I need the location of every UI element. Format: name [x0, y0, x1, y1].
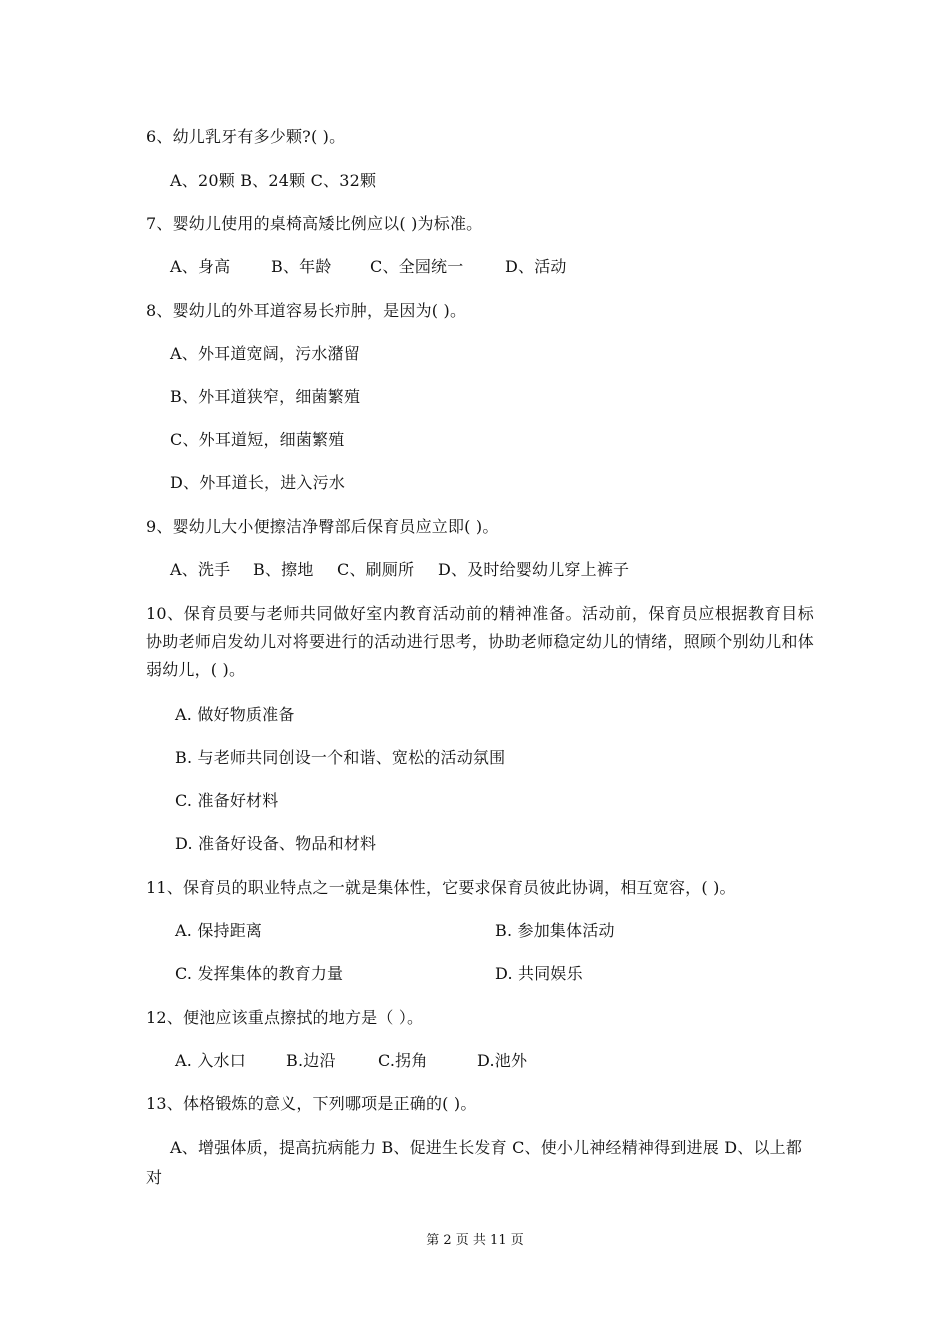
question-11-option-b: B. 参加集体活动 [495, 921, 615, 940]
question-7-option-b: B、年龄 [271, 257, 332, 276]
question-13-stem: 13、体格锻炼的意义，下列哪项是正确的( )。 [146, 1094, 477, 1113]
question-8-option-d: D、外耳道长，进入污水 [170, 473, 346, 492]
question-11-option-d: D. 共同娱乐 [495, 964, 583, 983]
question-12-option-c: C.拐角 [378, 1051, 428, 1070]
question-6-stem: 6、幼儿乳牙有多少颗?( )。 [146, 127, 346, 146]
question-13-options: A、增强体质，提高抗病能力 B、促进生长发育 C、使小儿神经精神得到进展 D、以上都对 [146, 1138, 803, 1187]
question-12-option-b: B.边沿 [286, 1051, 336, 1070]
question-11-option-c: C. 发挥集体的教育力量 [175, 964, 344, 983]
question-8-option-c: C、外耳道短，细菌繁殖 [170, 430, 345, 449]
question-6-options: A、20颗 B、24颗 C、32颗 [170, 171, 377, 190]
question-11-stem: 11、保育员的职业特点之一就是集体性，它要求保育员彼此协调，相互宽容，( )。 [146, 878, 736, 897]
question-11-option-a: A. 保持距离 [175, 921, 263, 940]
question-7-option-d: D、活动 [505, 257, 567, 276]
question-9-option-a: A、洗手 [170, 560, 231, 579]
question-8-option-b: B、外耳道狭窄，细菌繁殖 [170, 387, 361, 406]
question-7-stem: 7、婴幼儿使用的桌椅高矮比例应以( )为标准。 [146, 214, 483, 233]
question-10-option-c: C. 准备好材料 [175, 791, 279, 810]
question-10-option-d: D. 准备好设备、物品和材料 [175, 834, 377, 853]
question-10-option-b: B. 与老师共同创设一个和谐、宽松的活动氛围 [175, 748, 506, 767]
question-10-option-a: A. 做好物质准备 [175, 705, 295, 724]
question-12-option-a: A. 入水口 [175, 1051, 246, 1070]
question-9-option-d: D、及时给婴幼儿穿上裤子 [438, 560, 630, 579]
question-9-stem: 9、婴幼儿大小便擦洁净臀部后保育员应立即( )。 [146, 517, 499, 536]
page-footer: 第 2 页 共 11 页 [426, 1233, 524, 1248]
question-12-stem: 12、便池应该重点擦拭的地方是（ ）。 [146, 1008, 424, 1027]
question-7-option-c: C、全园统一 [370, 257, 464, 276]
question-8-stem: 8、婴幼儿的外耳道容易长疖肿，是因为( )。 [146, 301, 467, 320]
question-12-option-d: D.池外 [477, 1051, 528, 1070]
question-8-option-a: A、外耳道宽阔，污水潴留 [170, 344, 360, 363]
question-7-option-a: A、身高 [170, 257, 231, 276]
question-9-option-b: B、擦地 [253, 560, 314, 579]
question-10-stem: 10、保育员要与老师共同做好室内教育活动前的精神准备。活动前，保育员应根据教育目标协助老师启发幼儿对将要进行的活动进行思考，协助老师稳定幼儿的情绪，照顾个别幼儿和体弱幼儿，( )。 [146, 604, 814, 679]
question-9-option-c: C、刷厕所 [337, 560, 415, 579]
